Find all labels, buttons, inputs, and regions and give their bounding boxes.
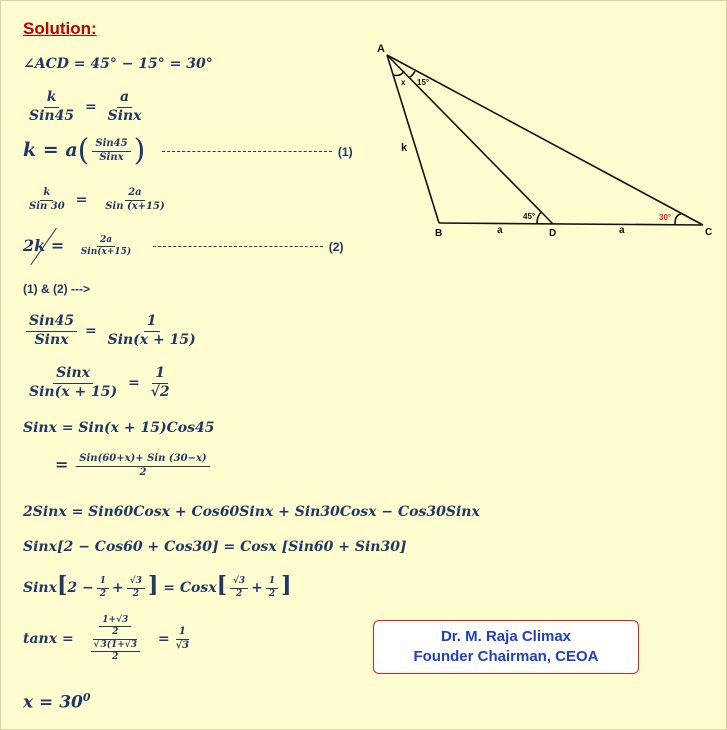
author-card [373,620,639,674]
equation-factored: Sinx[2 − Cos60 + Cos30] = Cosx [Sin60 + Sin30] [23,539,407,555]
angle-30-label: 30° [659,213,672,222]
segment-ad [387,55,553,224]
equation-ratio-1: $\frac{\text{Sin45}}{\text{Sinx}}$ = $\frac{1}{\text{Sin(x + 15)}}$ [23,313,202,349]
segment-dc-label: a [619,225,625,236]
angle-15-arc [409,71,415,78]
equation-2k-value: 2k = $\frac{2a}{\text{Sin(x+15)}}$ (2) [23,235,344,258]
solution-heading: Solution: [23,19,97,38]
angle-45-arc [537,212,542,224]
vertex-b-label: B [435,228,443,239]
equation-angle-acd: ∠ACD = 45° − 15° = 30° [23,56,213,72]
angle-30-arc [675,214,681,224]
equation-substituted: Sinx[2 − $\frac{1}{2}$ + $\frac{√3}{2}$ ] = Cosx[ $\frac{√3}{2}$ + $\frac{1}{2}$ ] [23,572,292,599]
angle-x-label: x [401,78,406,87]
equation-combine-note: (1) & (2) ---> [23,282,90,296]
equation-tanx: tanx = $\frac{\frac{1+√3}{2}}{\frac{√3(1+√3}{2}}$ = $\frac{1}{√3}$ [23,615,190,662]
vertex-c-label: C [705,227,713,238]
equation-expanded: 2Sinx = Sin60Cosx + Cos60Sinx + Sin30Cosx − Cos30Sinx [23,504,480,520]
triangle-figure [371,37,721,242]
author-title: Founder Chairman, CEOA [413,648,599,665]
vertex-d-label: D [549,228,557,239]
equation-sinx-expand: Sinx = Sin(x + 15)Cos45 [23,420,215,436]
equation-sine-rule-2: $\frac{k}{\text{Sin 30}}$ = $\frac{2a}{\text{Sin (x+15)}}$ [29,187,165,212]
equation-ref-2: (2) [328,240,344,255]
vertex-a-label: A [377,43,385,55]
angle-45-label: 45° [523,212,536,221]
side-ab [387,55,439,223]
side-bc [439,223,703,225]
equation-sine-rule-1: $\frac{k}{\text{Sin45}}$ = $\frac{a}{\text{Sinx}}$ [29,89,142,124]
equation-k-value: k = a( $\frac{\text{Sin45}}{\text{Sinx}}$ ) (1) [23,133,353,168]
author-name: Dr. M. Raja Climax [440,627,572,645]
side-k-label: k [401,142,408,154]
equation-ratio-2: $\frac{\text{Sinx}}{\text{Sin(x + 15)}}$ = $\frac{1}{√2}$ [29,365,170,400]
equation-answer: $x = 30^0$ [23,691,91,713]
segment-bd-label: a [497,225,503,236]
equation-ref-1: (1) [337,145,353,159]
equation-sum-to-product: = $\frac{\text{Sin(60+x)+ Sin (30−x)}}{2}$ [55,453,213,479]
side-ac [387,55,703,225]
angle-15-label: 15° [417,78,430,87]
